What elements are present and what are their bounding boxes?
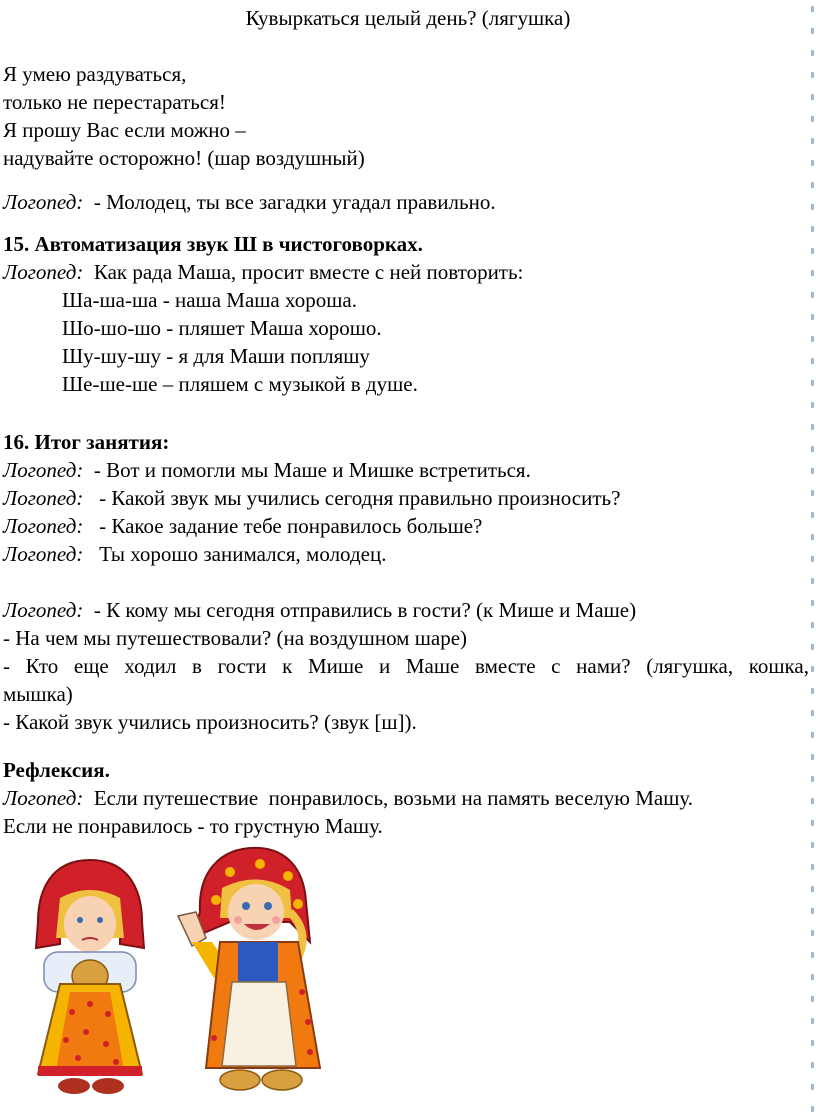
- edge-dot: [811, 600, 814, 606]
- edge-dot: [811, 490, 814, 496]
- tongue-twister-line: Шу-шу-шу - я для Маши попляшу: [62, 344, 370, 368]
- section-heading-16: 16. Итог занятия:: [3, 430, 170, 454]
- speaker-label: Логопед:: [3, 542, 84, 566]
- edge-dot: [811, 578, 814, 584]
- edge-dot: [811, 952, 814, 958]
- happy-masha-doll: [170, 842, 340, 1098]
- edge-dot: [811, 820, 814, 826]
- edge-dot: [811, 710, 814, 716]
- edge-dot: [811, 908, 814, 914]
- dialogue-text: Если путешествие понравилось, возьми на память веселую Машу.: [83, 786, 694, 810]
- dialogue-line: [3, 456, 531, 484]
- edge-dot: [811, 798, 814, 804]
- dialogue-text: - Молодец, ты все загадки угадал правильно.: [83, 190, 496, 214]
- edge-dot: [811, 446, 814, 452]
- edge-dot: [811, 1018, 814, 1024]
- dialogue-line: [3, 484, 620, 512]
- question-line: - Какой звук учились произносить? (звук [ш]).: [3, 710, 417, 734]
- tongue-twister-line: Шо-шо-шо - пляшет Маша хорошо.: [62, 316, 382, 340]
- edge-dot: [811, 204, 814, 210]
- edge-dot: [811, 776, 814, 782]
- dialogue-line: [3, 596, 636, 624]
- dialogue-text: - Какой звук мы учились сегодня правильно произносить?: [83, 486, 621, 510]
- edge-dot: [811, 402, 814, 408]
- edge-dot: [811, 358, 814, 364]
- speaker-label: Логопед:: [3, 260, 84, 284]
- edge-dot: [811, 160, 814, 166]
- dialogue-line: [3, 258, 523, 286]
- edge-dot: [811, 842, 814, 848]
- edge-dot: [811, 732, 814, 738]
- speaker-label: Логопед:: [3, 486, 84, 510]
- dialogue-text: Как рада Маша, просит вместе с ней повторить:: [83, 260, 524, 284]
- edge-dot: [811, 512, 814, 518]
- edge-dot: [811, 666, 814, 672]
- dialogue-text: - Какое задание тебе понравилось больше?: [83, 514, 483, 538]
- riddle-line: Я умею раздуваться,: [3, 62, 187, 86]
- edge-dot: [811, 138, 814, 144]
- edge-dot: [811, 72, 814, 78]
- speaker-label: Логопед:: [3, 190, 84, 214]
- edge-dot: [811, 1084, 814, 1090]
- reflection-line: Если не понравилось - то грустную Машу.: [3, 814, 383, 838]
- speaker-label: Логопед:: [3, 514, 84, 538]
- edge-dot: [811, 1062, 814, 1068]
- edge-dot: [811, 886, 814, 892]
- dialogue-text: - Вот и помогли мы Маше и Мишке встретиться.: [83, 458, 531, 482]
- edge-dot: [811, 688, 814, 694]
- tongue-twister-line: Ше-ше-ше – пляшем с музыкой в душе.: [62, 372, 418, 396]
- page-edge-dots: [806, 0, 814, 1116]
- edge-dot: [811, 974, 814, 980]
- dialogue-text: - К кому мы сегодня отправились в гости? (к Мише и Маше): [83, 598, 637, 622]
- speaker-label: Логопед:: [3, 786, 84, 810]
- edge-dot: [811, 754, 814, 760]
- question-line: - Кто еще ходил в гости к Мише и Маше вместе с нами? (лягушка, кошка,: [3, 654, 809, 678]
- edge-dot: [811, 930, 814, 936]
- edge-dot: [811, 534, 814, 540]
- sad-masha-doll: [20, 852, 160, 1098]
- edge-dot: [811, 314, 814, 320]
- edge-dot: [811, 50, 814, 56]
- edge-dot: [811, 248, 814, 254]
- dialogue-text: Ты хорошо занимался, молодец.: [83, 542, 387, 566]
- riddle-line: только не перестараться!: [3, 90, 226, 114]
- question-line: - На чем мы путешествовали? (на воздушном шаре): [3, 626, 468, 650]
- dialogue-line: [3, 188, 496, 216]
- edge-dot: [811, 468, 814, 474]
- riddle-line: Я прошу Вас если можно –: [3, 118, 246, 142]
- speaker-label: Логопед:: [3, 458, 84, 482]
- edge-dot: [811, 1106, 814, 1112]
- riddle-line: надувайте осторожно! (шар воздушный): [3, 146, 365, 170]
- edge-dot: [811, 644, 814, 650]
- edge-dot: [811, 864, 814, 870]
- edge-dot: [811, 336, 814, 342]
- dialogue-line: [3, 540, 386, 568]
- edge-dot: [811, 28, 814, 34]
- edge-dot: [811, 94, 814, 100]
- dialogue-line: [3, 512, 482, 540]
- dialogue-line: [3, 784, 693, 812]
- edge-dot: [811, 226, 814, 232]
- edge-dot: [811, 380, 814, 386]
- question-line-continued: мышка): [3, 682, 73, 706]
- edge-dot: [811, 270, 814, 276]
- edge-dot: [811, 622, 814, 628]
- reflection-heading: Рефлексия.: [3, 758, 110, 782]
- edge-dot: [811, 292, 814, 298]
- edge-dot: [811, 424, 814, 430]
- riddle-answer-line: Кувыркаться целый день? (лягушка): [245, 6, 571, 30]
- tongue-twister-line: Ша-ша-ша - наша Маша хороша.: [62, 288, 357, 312]
- edge-dot: [811, 116, 814, 122]
- edge-dot: [811, 556, 814, 562]
- edge-dot: [811, 182, 814, 188]
- section-heading-15: 15. Автоматизация звук Ш в чистоговорках.: [3, 232, 423, 256]
- edge-dot: [811, 1040, 814, 1046]
- edge-dot: [811, 996, 814, 1002]
- edge-dot: [811, 6, 814, 12]
- speaker-label: Логопед:: [3, 598, 84, 622]
